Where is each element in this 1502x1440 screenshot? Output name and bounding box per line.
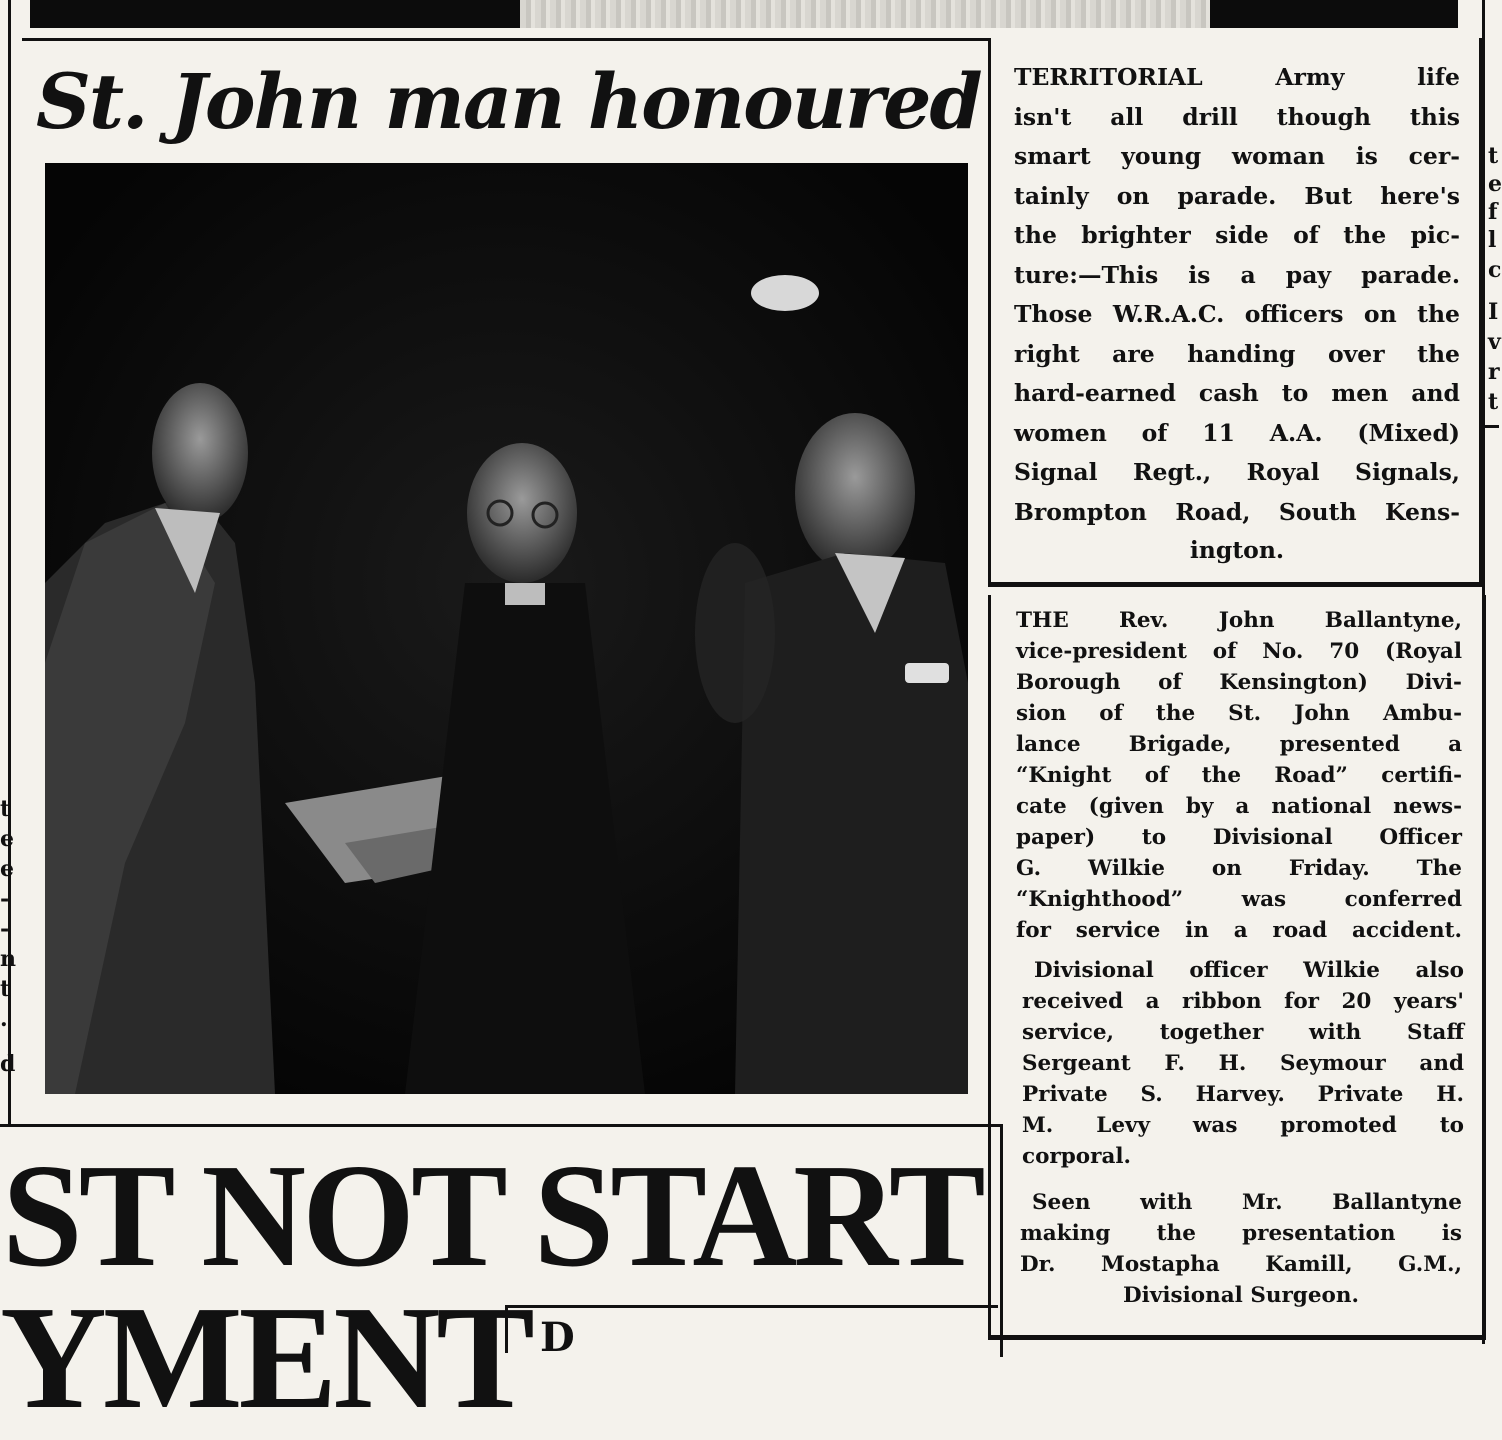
stjohn-line: Dr. Mostapha Kamill, G.M., [1020, 1252, 1462, 1277]
stjohn-line: “Knighthood” was conferred [1016, 887, 1462, 912]
territorial-line: the brighter side of the pic- [1014, 221, 1460, 249]
headline: St. John man honoured [36, 57, 981, 146]
right-fragment-1: t [1488, 143, 1499, 169]
territorial-line: Brompton Road, South Kens- [1014, 497, 1460, 526]
small-article-initial: D [540, 1314, 575, 1361]
territorial-line: right are handing over the [1014, 339, 1460, 368]
stjohn-line: making the presentation is [1020, 1221, 1462, 1246]
news-photo [45, 163, 968, 1094]
left-fragment-8: . [0, 1006, 8, 1032]
right-fragment-6: I [1488, 299, 1499, 325]
right-fragment-8: r [1488, 359, 1500, 385]
right-fragment-5: c [1488, 257, 1502, 283]
right-fragment-4: l [1488, 227, 1497, 253]
stjohn-line: paper) to Divisional Officer [1016, 825, 1462, 850]
divider-margin [1485, 425, 1499, 428]
stjohn-paragraph-1 [1016, 605, 1462, 946]
stjohn-line: received a ribbon for 20 years' [1022, 989, 1464, 1014]
stjohn-paragraph-2 [1022, 955, 1464, 1172]
stjohn-line: Borough of Kensington) Divi- [1016, 670, 1462, 695]
territorial-line: women of 11 A.A. (Mixed) [1014, 418, 1460, 447]
right-fragment-2: e [1488, 171, 1502, 197]
stjohn-paragraph-3 [1020, 1187, 1462, 1311]
stjohn-line: “Knight of the Road” certifi- [1016, 763, 1462, 788]
small-article-box [505, 1305, 998, 1361]
stjohn-line: M. Levy was promoted to [1022, 1113, 1464, 1138]
territorial-line: hard-earned cash to men and [1014, 379, 1460, 407]
stjohn-line: G. Wilkie on Friday. The [1016, 856, 1462, 881]
stjohn-line: for service in a road accident. [1016, 918, 1462, 943]
stjohn-line: Divisional officer Wilkie also [1034, 958, 1464, 983]
left-fragment-3: e [0, 856, 14, 882]
right-fragment-7: v [1488, 329, 1501, 355]
stjohn-line: vice-president of No. 70 (Royal [1016, 639, 1462, 664]
bottom-headline-line-1: ST NOT START [2, 1134, 982, 1298]
stjohn-line: sion of the St. John Ambu- [1016, 701, 1462, 726]
stjohn-line: cate (given by a national news- [1016, 794, 1462, 819]
right-fragment-3: f [1488, 199, 1498, 225]
top-photo-strip-light [520, 0, 1210, 28]
stjohn-line: service, together with Staff [1022, 1020, 1464, 1045]
territorial-line: TERRITORIAL Army life [1014, 63, 1460, 91]
stjohn-line: THE Rev. John Ballantyne, [1016, 608, 1462, 633]
left-fragment-6: n [0, 946, 16, 972]
left-fragment-5: - [0, 916, 10, 942]
stjohn-line: corporal. [1022, 1144, 1132, 1169]
territorial-article [1014, 58, 1460, 532]
bottom-headline-line-2-text: YMENT [0, 1276, 531, 1440]
left-fragment-4: - [0, 886, 10, 912]
left-fragment-7: t [0, 976, 11, 1002]
divider-top [22, 38, 988, 41]
territorial-line: tainly on parade. But here's [1014, 181, 1460, 210]
stjohn-line: Divisional Surgeon. [1123, 1283, 1359, 1308]
photo-illustration [45, 163, 968, 1094]
territorial-last-line: ington. [1189, 536, 1285, 564]
territorial-line: smart young woman is cer- [1014, 142, 1460, 170]
left-fragment-1: t [0, 796, 11, 822]
territorial-line: Signal Regt., Royal Signals, [1014, 458, 1460, 486]
left-fragment-2: e [0, 826, 14, 852]
stjohn-line: lance Brigade, presented a [1016, 732, 1462, 757]
territorial-line: isn't all drill though this [1014, 102, 1460, 131]
stjohn-line: Seen with Mr. Ballantyne [1032, 1190, 1462, 1215]
right-fragment-9: t [1488, 389, 1499, 415]
territorial-line: ture:—This is a pay parade. [1014, 260, 1460, 289]
stjohn-line: Private S. Harvey. Private H. [1022, 1082, 1464, 1107]
left-fragment-9: d [0, 1051, 16, 1077]
bottom-headline-line-2 [0, 1276, 531, 1440]
territorial-line: Those W.R.A.C. officers on the [1014, 300, 1460, 328]
stjohn-line: Sergeant F. H. Seymour and [1022, 1051, 1464, 1076]
